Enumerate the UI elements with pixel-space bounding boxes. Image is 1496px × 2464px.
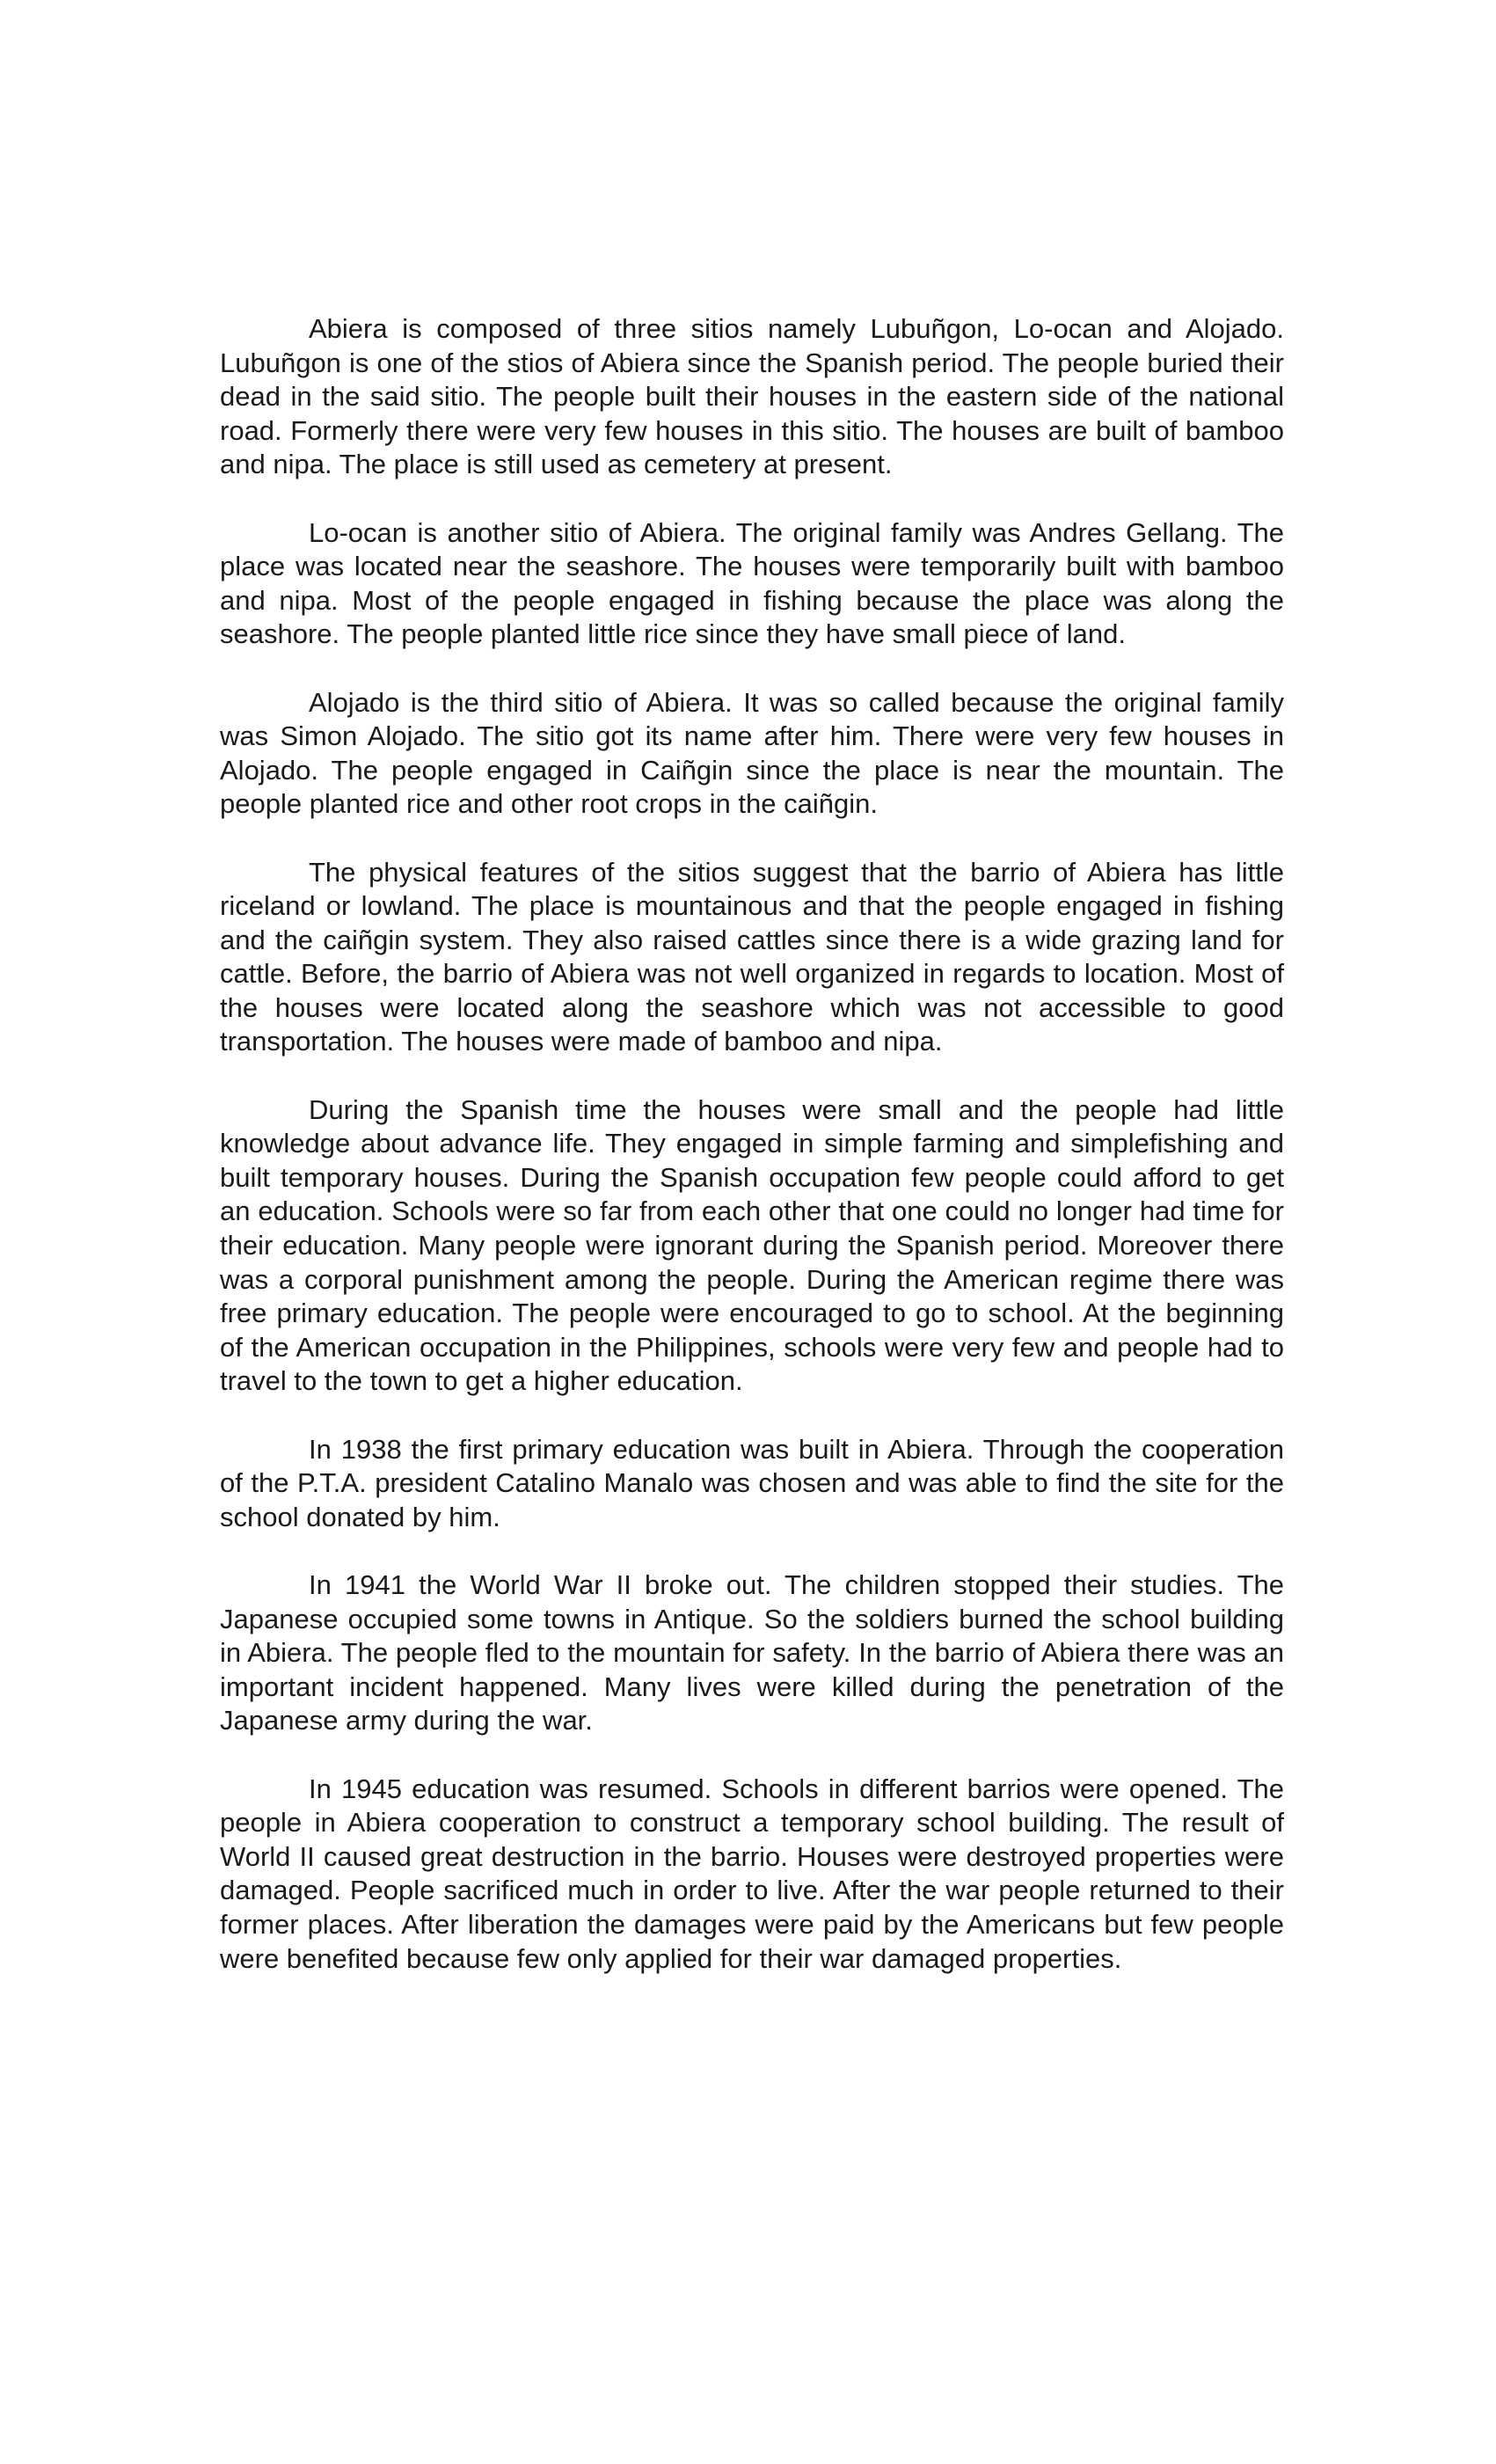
paragraph-physical-features: The physical features of the sitios suggest that the barrio of Abiera has little riceland or lowland. The place is mountainous and that the people engaged in fishing and the caiñgin system. They also raised cattles since there is a wide grazing land for cattle. Before, the barrio of Abiera was not well organized in regards to location. Most of the houses were located along the seashore which was not accessible to good transportation. The houses were made of bamboo and nipa. — [220, 856, 1284, 1057]
paragraph-spanish-time: During the Spanish time the houses were small and the people had little knowledge about advance life. They engaged in simple farming and simplefishing and built temporary houses. During the Spanish occupation few people could afford to get an education. Schools were so far from each other that one could no longer had time for their education. Many people were ignorant during the Spanish period. Moreover there was a corporal punishment among the people. During the American regime there was free primary education. The people were encouraged to go to school. At the beginning of the American occupation in the Philippines, schools were very few and people had to travel to the town to get a higher education. — [220, 1093, 1284, 1397]
paragraph-sitios-overview: Abiera is composed of three sitios namely Lubuñgon, Lo-ocan and Alojado. Lubuñgon is one of the stios of Abiera since the Spanish period. The people buried their dead in the said sitio. The people built their houses in the eastern side of the national road. Formerly there were very few houses in this sitio. The houses are built of bamboo and nipa. The place is still used as cemetery at present. — [220, 313, 1284, 480]
paragraph-alojado: Alojado is the third sitio of Abiera. It was so called because the original family was Simon Alojado. The sitio got its name after him. There were very few houses in Alojado. The people engaged in Caiñgin since the place is near the mountain. The people planted rice and other root crops in the caiñgin. — [220, 686, 1284, 820]
document-body — [220, 312, 1284, 1976]
paragraph-1938-school: In 1938 the first primary education was built in Abiera. Through the cooperation of the P.T.A. president Catalino Manalo was chosen and was able to find the site for the school donated by him. — [220, 1433, 1284, 1532]
paragraph-1941-war: In 1941 the World War II broke out. The children stopped their studies. The Japanese occupied some towns in Antique. So the soldiers burned the school building in Abiera. The people fled to the mountain for safety. In the barrio of Abiera there was an important incident happened. Many lives were killed during the penetration of the Japanese army during the war. — [220, 1568, 1284, 1736]
paragraph-1945-resumed: In 1945 education was resumed. Schools in different barrios were opened. The people in Abiera cooperation to construct a temporary school building. The result of World II caused great destruction in the barrio. Houses were destroyed properties were damaged. People sacrificed much in order to live. After the war people returned to their former places. After liberation the damages were paid by the Americans but few people were benefited because few only applied for their war damaged properties. — [220, 1773, 1284, 1974]
paragraph-lo-ocan: Lo-ocan is another sitio of Abiera. The original family was Andres Gellang. The place was located near the seashore. The houses were temporarily built with bamboo and nipa. Most of the people engaged in fishing because the place was along the seashore. The people planted little rice since they have small piece of land. — [220, 516, 1284, 650]
